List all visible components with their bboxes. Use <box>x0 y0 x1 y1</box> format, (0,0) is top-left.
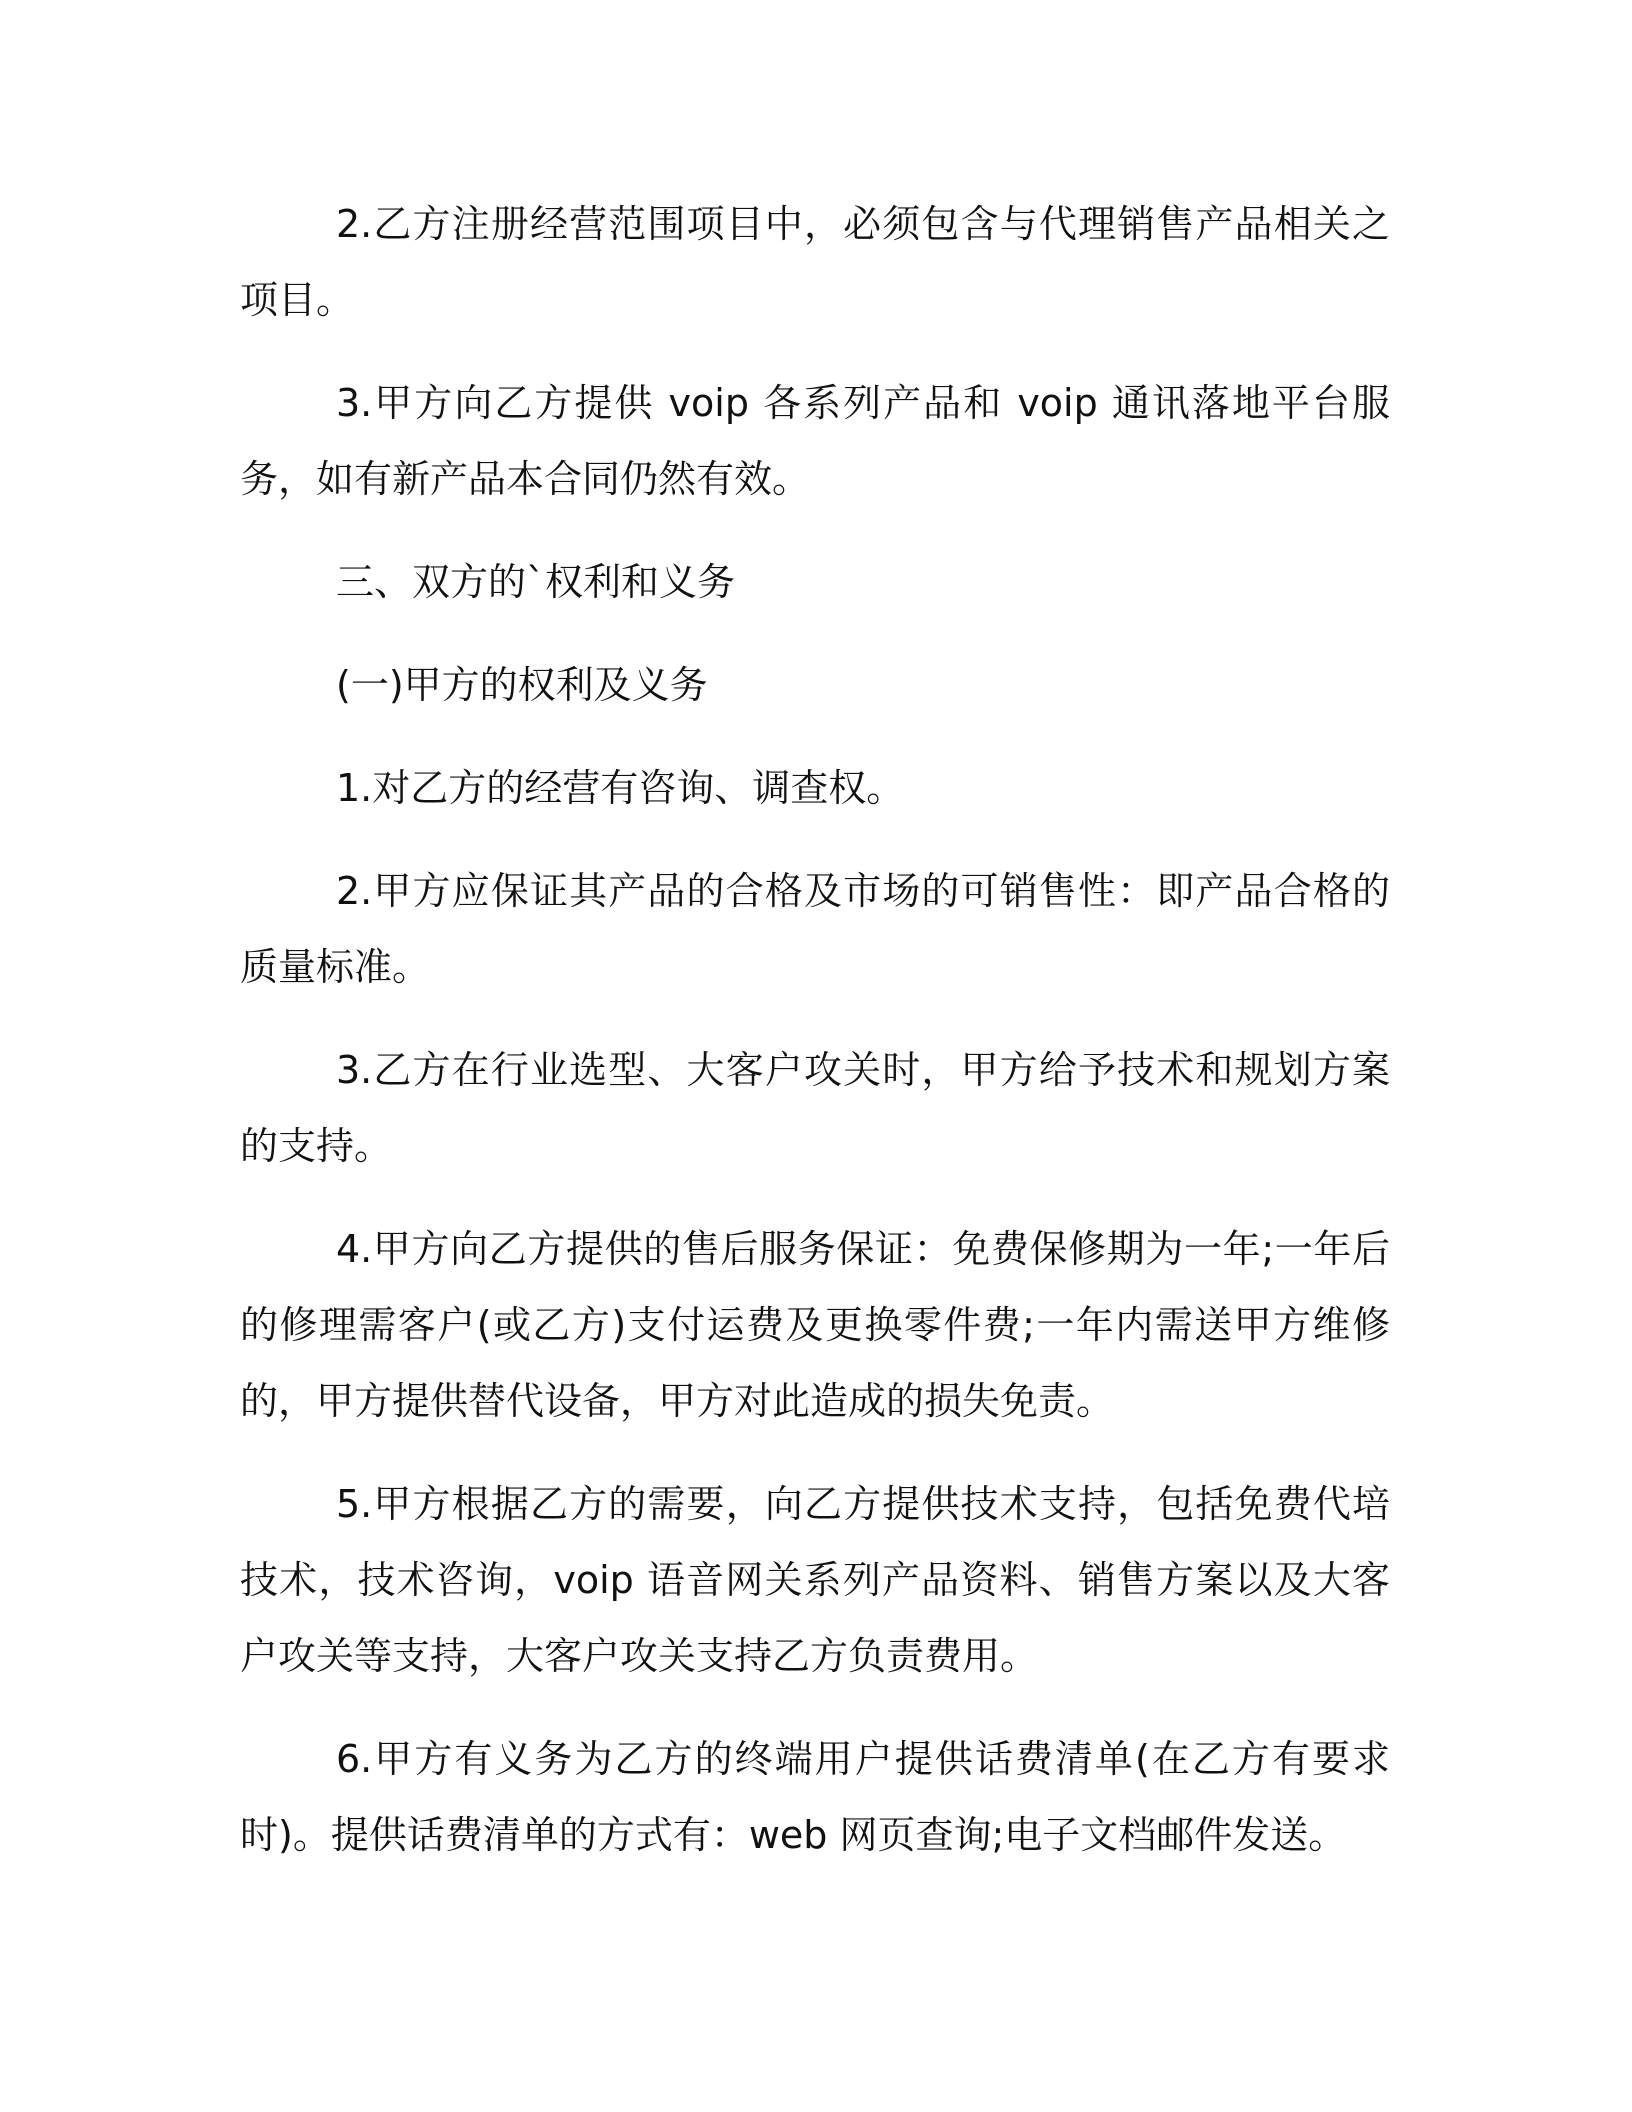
document-body <box>240 186 1390 1900</box>
section-heading-rights-obligations: 三、双方的`权利和义务 <box>336 560 736 604</box>
paragraph-party-a-item-1: 1.对乙方的经营有咨询、调查权。 <box>336 766 905 810</box>
paragraph-party-a-item-3: 3.乙方在行业选型、大客户攻关时，甲方给予技术和规划方案的支持。 <box>240 1048 1390 1168</box>
subsection-heading-party-a: (一)甲方的权利及义务 <box>336 663 708 707</box>
paragraph-party-a-item-4: 4.甲方向乙方提供的售后服务保证：免费保修期为一年;一年后的修理需客户(或乙方)支付运费及更换零件费;一年内需送甲方维修的，甲方提供替代设备，甲方对此造成的损失免责。 <box>240 1227 1390 1423</box>
paragraph-party-a-item-2: 2.甲方应保证其产品的合格及市场的可销售性：即产品合格的质量标准。 <box>240 869 1390 989</box>
paragraph-party-a-item-6: 6.甲方有义务为乙方的终端用户提供话费清单(在乙方有要求时)。提供话费清单的方式有：web 网页查询;电子文档邮件发送。 <box>240 1737 1390 1857</box>
paragraph-clause-2: 2.乙方注册经营范围项目中，必须包含与代理销售产品相关之项目。 <box>240 202 1390 322</box>
paragraph-party-a-item-5: 5.甲方根据乙方的需要，向乙方提供技术支持，包括免费代培技术，技术咨询，voip 语音网关系列产品资料、销售方案以及大客户攻关等支持，大客户攻关支持乙方负责费用。 <box>240 1482 1390 1678</box>
paragraph-clause-3: 3.甲方向乙方提供 voip 各系列产品和 voip 通讯落地平台服务，如有新产品本合同仍然有效。 <box>240 381 1390 501</box>
